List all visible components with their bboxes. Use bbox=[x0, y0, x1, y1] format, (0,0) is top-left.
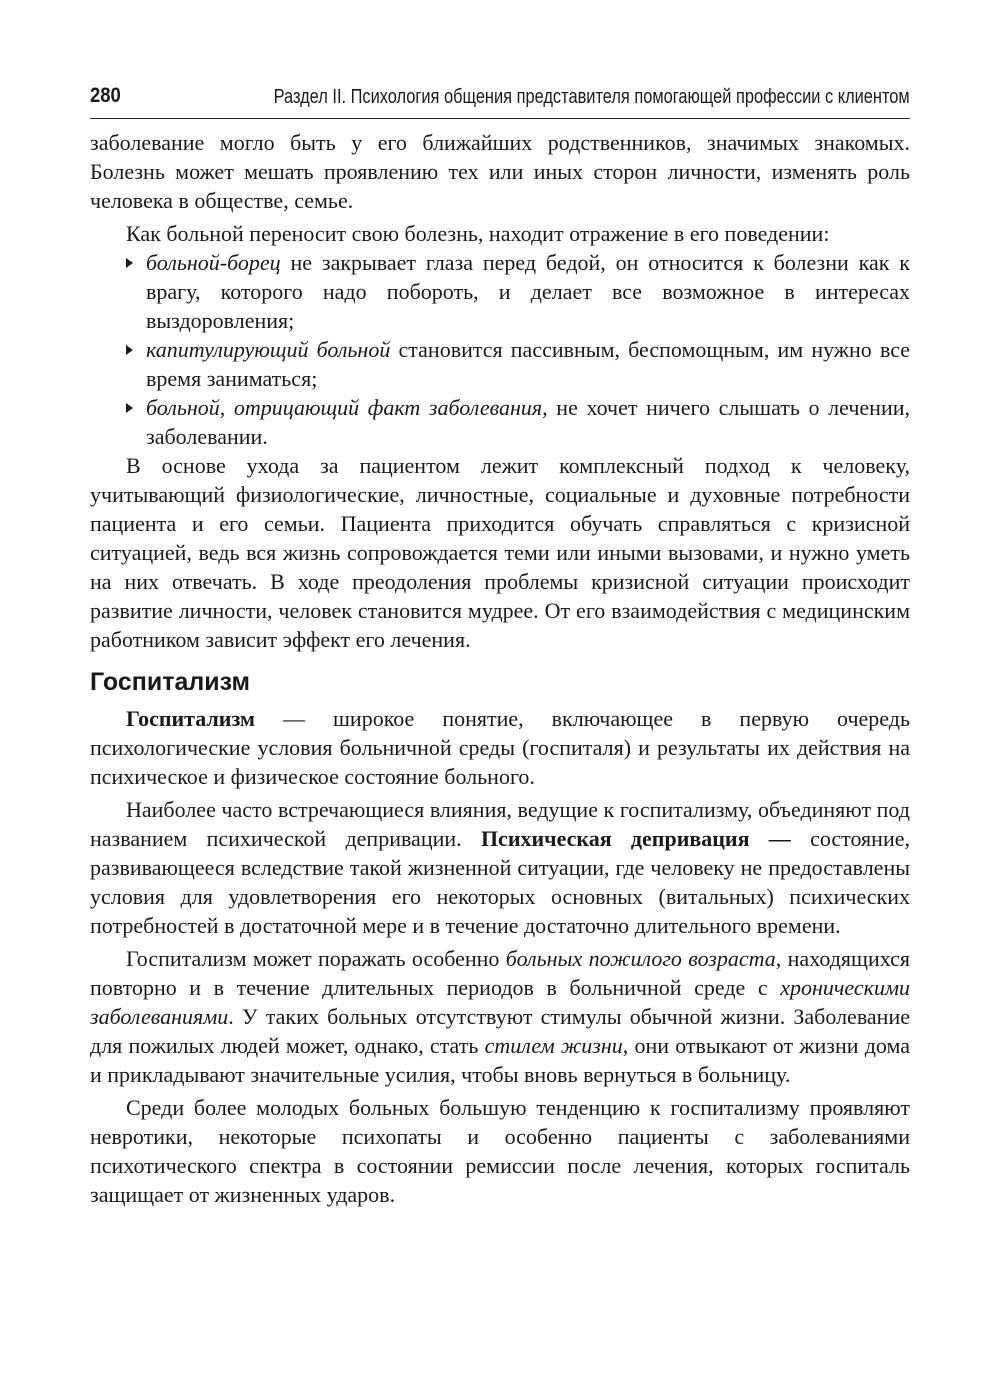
paragraph-continuation: заболевание могло быть у его ближайших родственников, значимых знакомых. Болезнь может мешать проявлению тех или иных сторон личности, изменять роль человека в обществе, семье. bbox=[90, 130, 910, 213]
list-item-text: не закрывает глаза перед бедой, он относится к болезни как к врагу, которого надо побороть, и делает все возможное в интересах выздоровления; bbox=[146, 250, 910, 333]
paragraph-definition bbox=[90, 704, 910, 791]
paragraph-deprivation bbox=[90, 795, 910, 940]
text-span: состояние, развивающееся вследствие такой жизненной ситуации, где человеку не предоставлены условия для удовлетворения его некоторых основных (витальных) психических потребностей в достаточной мере и в течение достаточно длительного времени. bbox=[90, 826, 910, 938]
term-italic: больных пожилого возраста bbox=[505, 946, 776, 971]
definition-text: — широкое понятие, включающее в первую очередь психологические условия больничной среды (госпиталя) и результаты их действия на психическое и физическое состояние больного. bbox=[90, 706, 910, 789]
text-span: . У таких больных отсутствуют стимулы обычной жизни. Заболевание для пожилых людей может, однако, стать bbox=[90, 1004, 910, 1058]
text-span: Наиболее часто встречающиеся влияния, ведущие к госпитализму, объединяют под названием психической депривации. bbox=[90, 797, 910, 851]
list-item bbox=[126, 393, 910, 451]
term-italic: больной, отрицающий факт заболевания, bbox=[146, 395, 548, 420]
paragraph-intro: Как больной переносит свою болезнь, находит отражение в его поведении: bbox=[126, 221, 830, 246]
list-item-text: становится пассивным, беспомощным, им нужно все время заниматься; bbox=[146, 337, 910, 391]
patient-types-list bbox=[90, 248, 910, 451]
term-italic: хроническими заболеваниями bbox=[90, 975, 910, 1029]
triangle-bullet-icon bbox=[126, 345, 133, 355]
text-span: , находящихся повторно и в течение длительных периодов в больничной среде с bbox=[90, 946, 910, 1000]
running-header bbox=[90, 84, 910, 119]
triangle-bullet-icon bbox=[126, 258, 133, 268]
term-bold: Госпитализм bbox=[126, 706, 255, 731]
paragraph-elderly bbox=[90, 944, 910, 1089]
term-italic: стилем жизни bbox=[484, 1033, 623, 1058]
list-item bbox=[126, 248, 910, 335]
term-italic: больной-борец bbox=[146, 250, 281, 275]
paragraph-younger: Среди более молодых больных большую тенденцию к госпитализму проявляют невротики, некоторые психопаты и особенно пациенты с заболеваниями психотического спектра в состоянии ремиссии после лечения, которых госпиталь защищает от жизненных ударов. bbox=[90, 1095, 910, 1207]
text-span: Госпитализм может поражать особенно bbox=[126, 946, 506, 971]
text-span: , они отвыкают от жизни дома и прикладывают значительные усилия, чтобы вновь вернуться в больницу. bbox=[90, 1033, 911, 1087]
term-bold: Психическая депривация — bbox=[480, 826, 791, 851]
list-item bbox=[126, 335, 910, 393]
triangle-bullet-icon bbox=[126, 403, 133, 413]
section-heading: Госпитализм bbox=[90, 668, 250, 696]
page-number: 280 bbox=[90, 84, 121, 107]
paragraph-care: В основе ухода за пациентом лежит комплексный подход к человеку, учитывающий физиологические, личностные, социальные и духовные потребности пациента и его семьи. Пациента приходится обучать справляться с кризисной ситуацией, ведь вся жизнь сопровождается теми или иными вызовами, и нужно уметь на них отвечать. В ходе преодоления проблемы кризисной ситуации происходит развитие личности, человек становится мудрее. От его взаимодействия с медицинским работником зависит эффект его лечения. bbox=[90, 453, 910, 652]
running-title: Раздел II. Психология общения представителя помогающей профессии с клиентом bbox=[273, 86, 910, 108]
list-item-text: не хочет ничего слышать о лечении, заболевании. bbox=[146, 395, 910, 449]
page-body bbox=[90, 128, 910, 1209]
term-italic: капитулирующий больной bbox=[146, 337, 391, 362]
